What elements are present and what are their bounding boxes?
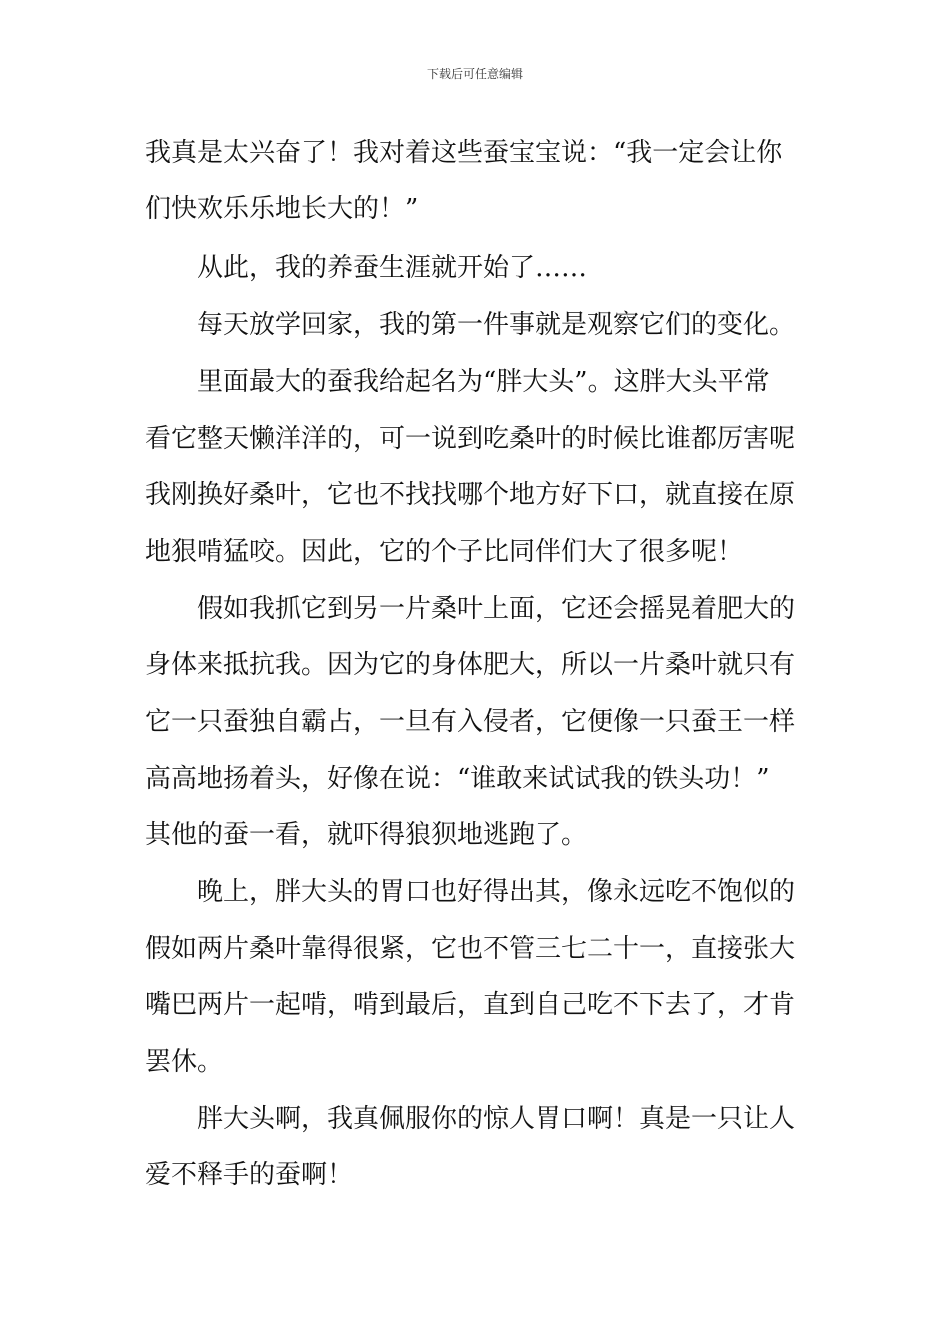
- paragraph-6-line-3: 嘴巴两片一起啃，啃到最后，直到自己吃不下去了，才肯: [145, 990, 796, 1020]
- paragraph-1-line-1: 我真是太兴奋了！我对着这些蚕宝宝说：“我一定会让你: [145, 138, 783, 168]
- paragraph-1-line-2: 们快欢乐乐地长大的！”: [145, 194, 419, 224]
- paragraph-2-line-1: 从此，我的养蚕生涯就开始了……: [197, 253, 588, 283]
- paragraph-4-line-4: 地狠啃猛咬。因此，它的个子比同伴们大了很多呢！: [145, 537, 744, 567]
- paragraph-7-line-2: 爱不释手的蚕啊！: [145, 1160, 354, 1190]
- paragraph-4-line-3: 我刚换好桑叶，它也不找找哪个地方好下口，就直接在原: [145, 480, 796, 510]
- paragraph-6-line-1: 晚上，胖大头的胃口也好得出其，像永远吃不饱似的: [197, 877, 796, 907]
- paragraph-4-line-1: 里面最大的蚕我给起名为“胖大头”。这胖大头平常: [197, 367, 770, 397]
- paragraph-6-line-4: 罢休。: [145, 1047, 224, 1077]
- paragraph-5-line-5: 其他的蚕一看，就吓得狼狈地逃跑了。: [145, 820, 588, 850]
- paragraph-6-line-2: 假如两片桑叶靠得很紧，它也不管三七二十一，直接张大: [145, 934, 796, 964]
- paragraph-5-line-4: 高高地扬着头，好像在说：“谁敢来试试我的铁头功！”: [145, 764, 770, 794]
- paragraph-7-line-1: 胖大头啊，我真佩服你的惊人胃口啊！真是一只让人: [197, 1104, 796, 1134]
- paragraph-5-line-3: 它一只蚕独自霸占，一旦有入侵者，它便像一只蚕王一样: [145, 707, 796, 737]
- paragraph-4-line-2: 看它整天懒洋洋的，可一说到吃桑叶的时候比谁都厉害呢: [145, 424, 796, 454]
- paragraph-3-line-1: 每天放学回家，我的第一件事就是观察它们的变化。: [197, 310, 796, 340]
- paragraph-5-line-2: 身体来抵抗我。因为它的身体肥大，所以一片桑叶就只有: [145, 650, 796, 680]
- paragraph-5-line-1: 假如我抓它到另一片桑叶上面，它还会摇晃着肥大的: [197, 594, 796, 624]
- page-header: 下载后可任意编辑: [426, 67, 523, 81]
